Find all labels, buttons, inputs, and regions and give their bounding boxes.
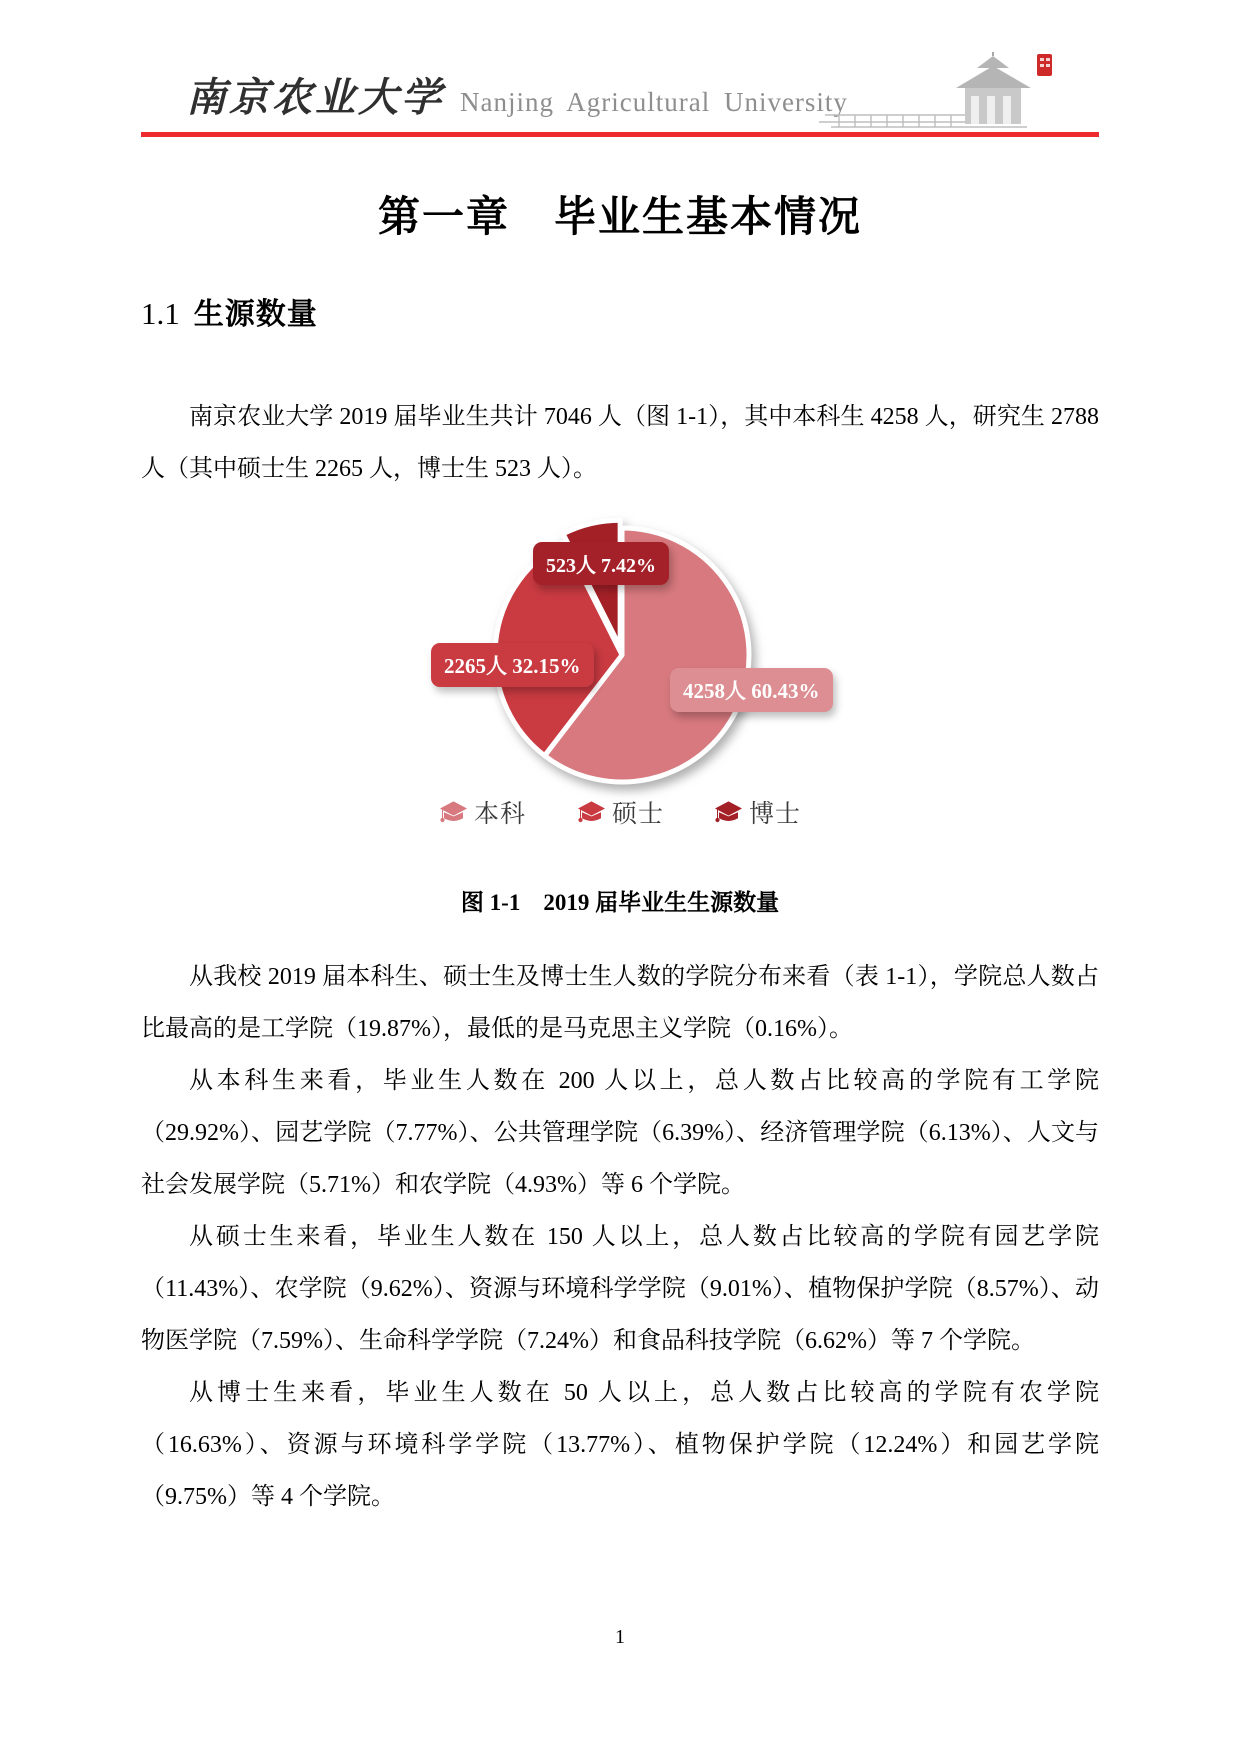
graduation-cap-icon [578,800,605,825]
red-seal-icon [1037,54,1052,76]
section-heading [141,289,318,333]
university-building-icon [815,52,1055,132]
data-label-master: 2265人 32.15% [431,643,594,687]
legend-item-undergraduate [440,794,526,830]
page-header [0,0,1241,140]
paragraph: 从博士生来看，毕业生人数在 50 人以上，总人数占比较高的学院有农学院（16.63%）、资源与环境科学学院（13.77%）、植物保护学院（12.24%）和园艺学院（9.75%）等 4 个学院。 [141,1380,1099,1510]
header-divider [141,132,1099,137]
graduation-cap-icon [440,800,467,825]
body-text [141,951,1099,1523]
legend-item-master [578,794,664,830]
paragraph: 从硕士生来看，毕业生人数在 150 人以上，总人数占比较高的学院有园艺学院（11.43%）、农学院（9.62%）、资源与环境科学学院（9.01%）、植物保护学院（8.57%）、动物医学院（7.59%）、生命科学学院（7.24%）和食品科技学院（6.62%）等 7 个学院。 [141,1224,1099,1354]
university-logo-calligraphy: 南京农业大学 [186,74,444,121]
graduation-cap-icon [715,800,742,825]
figure-1-1-pie-chart [370,450,830,870]
university-logo [186,66,848,123]
legend-label: 硕士 [612,801,665,828]
paragraph: 从本科生来看，毕业生人数在 200 人以上，总人数占比较高的学院有工学院（29.92%）、园艺学院（7.77%）、公共管理学院（6.39%）、经济管理学院（6.13%）、人文与社会发展学院（5.71%）和农学院（4.93%）等 6 个学院。 [141,1068,1099,1198]
legend-label: 博士 [749,801,802,828]
section-title: 生源数量 [193,298,318,331]
legend-item-doctoral [715,794,801,830]
legend-label: 本科 [474,801,527,828]
paragraph: 南京农业大学 2019 届毕业生共计 7046 人（图 1-1），其中本科生 4258 人，研究生 2788 人（其中硕士生 2265 人，博士生 523 人）。 [141,404,1099,482]
university-name-english: Nanjing Agricultural University [460,87,848,117]
chapter-title: 第一章 毕业生基本情况 [377,193,862,240]
paragraph: 从我校 2019 届本科生、硕士生及博士生人数的学院分布来看（表 1-1），学院总人数占比最高的是工学院（19.87%），最低的是马克思主义学院（0.16%）。 [141,964,1099,1042]
figure-caption: 图 1-1 2019 届毕业生生源数量 [460,890,780,915]
section-number: 1.1 [141,296,180,331]
data-label-doctoral: 523人 7.42% [533,542,669,585]
data-label-undergraduate: 4258人 60.43% [670,668,833,712]
page-number: 1 [615,1626,625,1648]
